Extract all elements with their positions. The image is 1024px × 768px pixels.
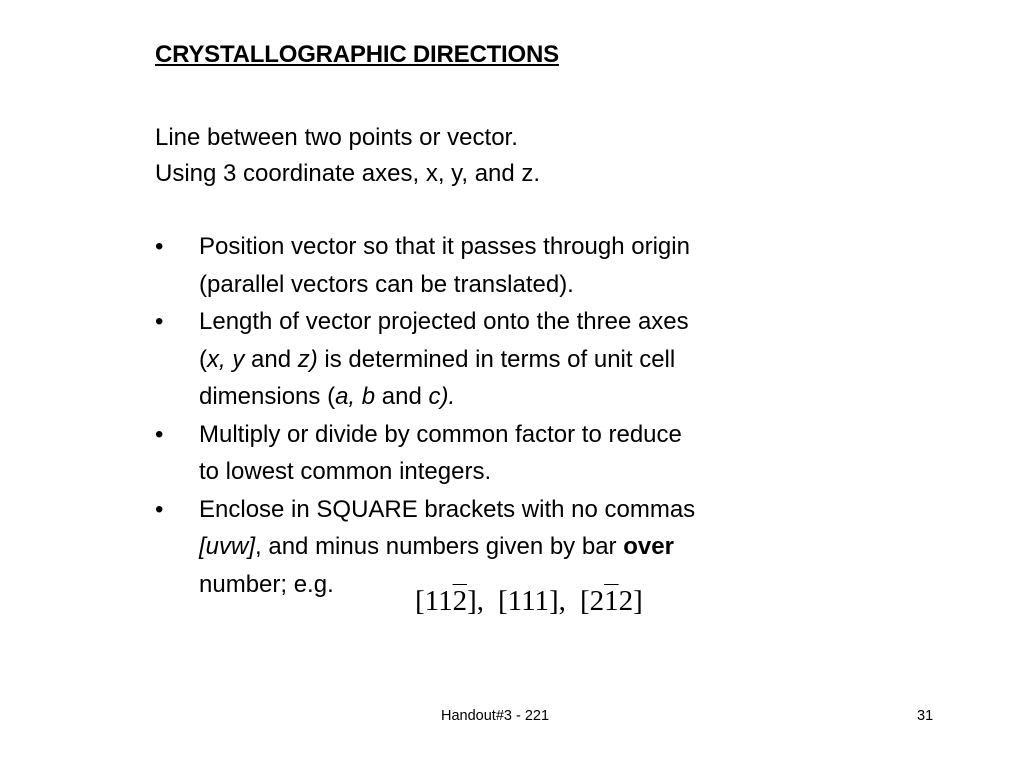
bullet-1-line-2: (parallel vectors can be translated).: [199, 270, 574, 298]
bullet-list: [155, 228, 875, 603]
bullet-icon: •: [155, 495, 164, 523]
bullet-2-line-2-rest: is determined in terms of unit cell: [317, 345, 676, 373]
bullet-4-line-3: number; e.g.: [199, 570, 334, 598]
over-word: over: [623, 533, 674, 560]
bullet-2-line-2: [199, 341, 875, 379]
page-number: 31: [917, 708, 934, 724]
example-3-prefix: [2: [579, 585, 605, 617]
paren-open: (: [199, 345, 207, 373]
axis-z: z): [297, 345, 318, 373]
bullet-icon: •: [155, 308, 164, 335]
and-word: and: [375, 383, 429, 410]
example-1-suffix: ],: [467, 585, 485, 617]
intro-text: [155, 120, 540, 192]
intro-line-1: Line between two points or vector.: [155, 124, 518, 151]
example-1-negative-digit: 2: [452, 585, 468, 617]
slide-title: CRYSTALLOGRAPHIC DIRECTIONS: [155, 41, 559, 68]
axes-xy: x, y: [207, 345, 245, 373]
bullet-4-line-1: Enclose in SQUARE brackets with no commas: [199, 495, 696, 523]
example-1-prefix: [11: [415, 585, 453, 617]
footer-source: Handout#3 - 221: [441, 708, 550, 724]
uvw-notation: [uvw]: [199, 533, 256, 560]
bullet-item-position: [155, 228, 875, 303]
example-direction-1: [415, 585, 484, 617]
bullet-2-line-1: Length of vector projected onto the three axes: [199, 308, 689, 335]
example-direction-2: [111],: [498, 585, 566, 617]
and-word: and: [244, 345, 298, 373]
bullet-icon: •: [155, 420, 164, 448]
bullet-2-line-3: [199, 378, 875, 416]
bullet-4-line-2: [199, 528, 875, 566]
dimensions-word: dimensions (: [199, 383, 336, 410]
example-3-suffix: 2]: [618, 585, 643, 617]
dims-ab: a, b: [335, 383, 376, 410]
bullet-icon: •: [155, 233, 164, 260]
direction-examples: [415, 585, 643, 618]
dim-c: c).: [428, 383, 456, 410]
example-3-negative-digit: 1: [604, 585, 619, 617]
bullet-1-line-1: Position vector so that it passes through origin: [199, 233, 690, 260]
example-direction-3: [580, 585, 643, 617]
bullet-item-multiply: [155, 416, 875, 491]
bullet-4-line-2-mid: , and minus numbers given by bar: [255, 533, 624, 560]
intro-line-2: Using 3 coordinate axes, x, y, and z.: [155, 160, 541, 187]
bullet-3-line-1: Multiply or divide by common factor to reduce: [199, 420, 682, 448]
bullet-3-line-2: to lowest common integers.: [199, 458, 492, 485]
bullet-item-length: [155, 303, 875, 416]
